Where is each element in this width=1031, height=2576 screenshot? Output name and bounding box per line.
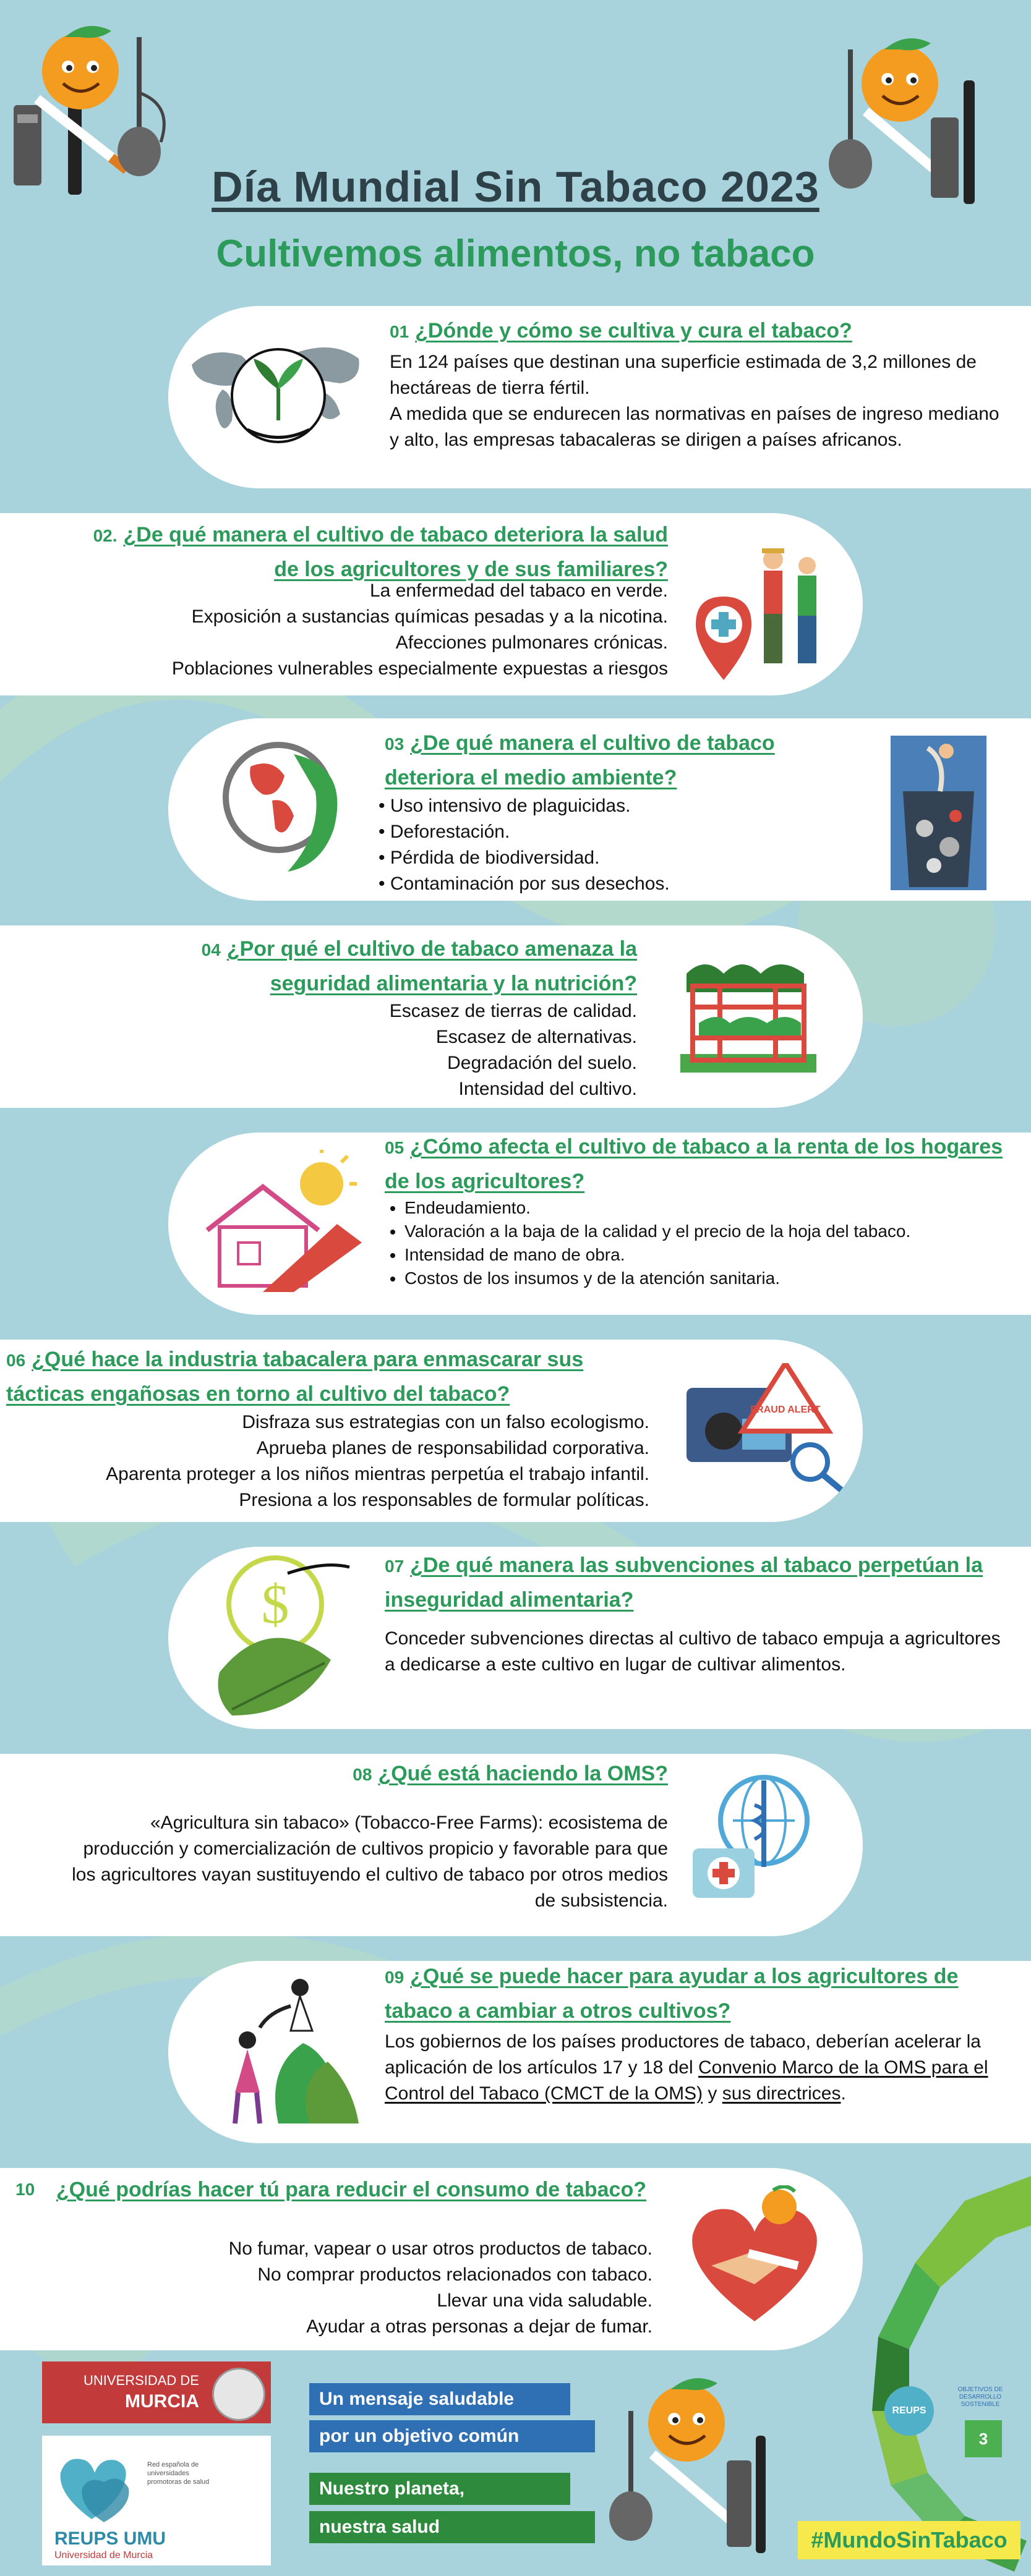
coin-leaf-icon	[207, 1549, 362, 1722]
section-body: No fumar, vapear o usar otros productos de tabaco. No comprar productos relacionados con tabaco. Llevar una vida saludable. Ayudar a otras personas a dejar de fumar.	[228, 2238, 652, 2337]
section-body: En 124 países que destinan una superficie estimada de 3,2 millones de hectáreas de tierra fértil. A medida que se endurecen las normativas en países de ingreso mediano y alto, las empresas tabacaleras se dirigen a países africanos.	[390, 352, 999, 450]
farmers-icon	[687, 535, 835, 683]
who-emblem-icon	[687, 1768, 823, 1910]
waste-photo	[891, 736, 986, 890]
house-hand-icon	[195, 1150, 368, 1298]
section-question: 04 ¿Por qué el cultivo de tabaco amenaza la seguridad alimentaria y la nutrición?	[201, 937, 637, 995]
section-body: Escasez de tierras de calidad. Escasez de alternativas. Degradación del suelo. Intensidad del cultivo.	[389, 1001, 637, 1099]
bullet-item: • Contaminación por sus desechos.	[379, 874, 670, 894]
section-question: 09 ¿Qué se puede hacer para ayudar a los agricultores de tabaco a cambiar a otros cultivos?	[385, 1965, 959, 2023]
message-banner: Nuestro planeta,	[309, 2473, 570, 2505]
earth-leaf-icon	[213, 723, 349, 878]
section-question: 08 ¿Qué está haciendo la OMS?	[353, 1762, 668, 1785]
heart-handshake-icon	[680, 2185, 829, 2334]
section-body: «Agricultura sin tabaco» (Tobacco-Free Farms): ecosistema de producción y comercialización de cultivos propicio y favorable para que los agricultores vayan sustituyendo el cultivo de tabaco por otros medios de subsistencia.	[72, 1813, 668, 1911]
crops-fence-icon	[680, 949, 816, 1073]
bullet-item: • Intensidad de mano de obra.	[404, 1243, 1009, 1267]
page-title: Día Mundial Sin Tabaco 2023	[212, 163, 819, 211]
bullet-item: • Valoración a la baja de la calidad y el precio de la hoja del tabaco.	[404, 1220, 1009, 1243]
reups-hearts-icon	[54, 2451, 141, 2525]
orange-mascot-hookah-icon	[594, 2374, 779, 2559]
svg-text:$: $	[261, 1574, 289, 1635]
section-question: 07 ¿De qué manera las subvenciones al tabaco perpetúan la inseguridad alimentaria?	[385, 1554, 983, 1612]
universidad-murcia-logo: UNIVERSIDAD DE MURCIA	[42, 2361, 271, 2423]
page-subtitle: Cultivemos alimentos, no tabaco	[216, 232, 815, 275]
section-question: 02. ¿De qué manera el cultivo de tabaco deteriora la salud de los agricultores y de sus familiares?	[93, 523, 668, 581]
section-body: La enfermedad del tabaco en verde. Exposición a sustancias químicas pesadas y a la nicotina. Afecciones pulmonares crónicas. Poblaciones vulnerables especialmente expuestas a riesgos	[171, 580, 668, 679]
fraud-alert-icon	[674, 1363, 853, 1493]
section-body: Disfraza sus estrategias con un falso ecologismo. Aprueba planes de responsabilidad corporativa. Aparenta proteger a los niños mientras perpetúa el trabajo infantil. Presiona a los responsables de formular políticas.	[106, 1412, 649, 1510]
sdg-goal-3-icon: 3	[965, 2420, 1002, 2457]
reups-badge: REUPS	[884, 2386, 934, 2436]
message-banner: nuestra salud	[309, 2511, 595, 2543]
reups-umu-logo: Red española de universidades promotoras de salud REUPS UMU Universidad de Murcia	[42, 2436, 271, 2565]
message-banner: Un mensaje saludable	[309, 2383, 570, 2415]
globe-plant-icon	[186, 321, 371, 470]
section-body: Los gobiernos de los países productores de tabaco, deberían acelerar la aplicación de los artículos 17 y 18 del Convenio Marco de la OMS para el Control del Tabaco (CMCT de la OMS) y sus directrices.	[385, 2031, 988, 2104]
section-bullets	[379, 793, 861, 897]
hashtag-banner: #MundoSinTabaco	[798, 2521, 1020, 2559]
section-question: 05 ¿Cómo afecta el cultivo de tabaco a la renta de los hogares de los agricultores?	[385, 1135, 1003, 1193]
fraud-alert-label: FRAUD ALERT	[750, 1405, 821, 1415]
section-question: 10 ¿Qué podrías hacer tú para reducir el consumo de tabaco?	[15, 2178, 646, 2201]
bullet-item: • Endeudamiento.	[404, 1196, 1009, 1220]
planting-people-icon	[210, 1969, 371, 2130]
directrices-link[interactable]: sus directrices	[722, 2083, 841, 2104]
bullet-item: • Deforestación.	[379, 822, 510, 842]
footer	[0, 2349, 1031, 2576]
header	[0, 0, 1031, 297]
message-banner: por un objetivo común	[309, 2420, 595, 2452]
section-question: 03 ¿De qué manera el cultivo de tabaco deteriora el medio ambiente?	[385, 731, 775, 789]
section-question: 06 ¿Qué hace la industria tabacalera para enmascarar sus tácticas engañosas en torno al cultivo del tabaco?	[6, 1348, 584, 1406]
section-body: Conceder subvenciones directas al cultivo de tabaco empuja a agricultores a dedicarse a este cultivo en lugar de cultivar alimentos.	[385, 1628, 1001, 1675]
sdg-label: OBJETIVOS DE DESARROLLO SOSTENIBLE	[957, 2386, 1003, 2408]
convenio-marco-link[interactable]: Convenio Marco de la OMS para el Control del Tabaco (CMCT de la OMS)	[385, 2057, 988, 2104]
university-seal-icon	[212, 2368, 265, 2421]
section-bullets	[385, 1196, 1009, 1290]
section-question: 01 ¿Dónde y cómo se cultiva y cura el tabaco?	[390, 319, 852, 342]
bullet-item: • Costos de los insumos y de la atención sanitaria.	[404, 1267, 1009, 1290]
bullet-item: • Pérdida de biodiversidad.	[379, 848, 600, 868]
bullet-item: • Uso intensivo de plaguicidas.	[379, 796, 631, 816]
